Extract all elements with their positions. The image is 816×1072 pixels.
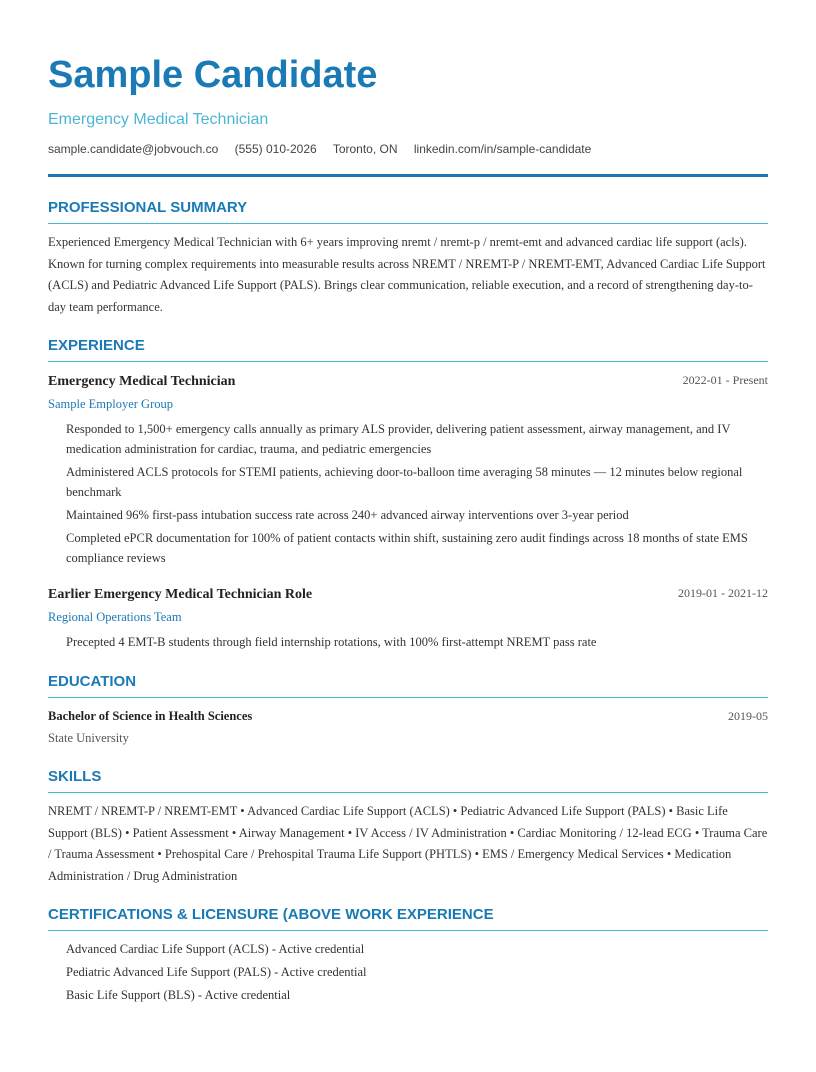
job-dates: 2022-01 - Present: [682, 373, 768, 387]
job-bullet: Completed ePCR documentation for 100% of patient contacts within shift, sustaining zero audit findings across 18 months of state EMS compliance reviews: [66, 531, 748, 565]
certification-item: Pediatric Advanced Life Support (PALS) - Active credential: [66, 965, 367, 979]
job-title: Earlier Emergency Medical Technician Role: [48, 587, 313, 602]
section-heading-skills: SKILLS: [48, 768, 768, 793]
contact-phone: (555) 010-2026: [234, 142, 317, 156]
education-date: 2019-05: [728, 709, 768, 723]
certification-item: Advanced Cardiac Life Support (ACLS) - Active credential: [66, 942, 365, 956]
contact-linkedin: linkedin.com/in/sample-candidate: [413, 142, 592, 156]
skills-text: NREMT / NREMT-P / NREMT-EMT • Advanced Cardiac Life Support (ACLS) • Pediatric Advanced Life Support (PALS) • Basic Life Support (BLS) • Patient Assessment • Airway Management • IV Access / IV Administration • Cardiac Monitoring / 12-lead ECG • Trauma Care / Trauma Assessment • Prehospital Care / Prehospital Trauma Life Support (PHTLS) • EMS / Emergency Medical Services • Medication Administration / Drug Administration: [48, 804, 768, 883]
candidate-title: Emergency Medical Technician: [48, 111, 269, 128]
contact-line: [48, 141, 604, 157]
job-employer: Regional Operations Team: [48, 610, 182, 624]
job-bullets: [66, 632, 768, 655]
certification-item: Basic Life Support (BLS) - Active credential: [66, 988, 291, 1002]
job-title: Emergency Medical Technician: [48, 374, 236, 389]
education-school: State University: [48, 731, 129, 745]
header-divider: [48, 174, 768, 177]
contact-email: sample.candidate@jobvouch.co: [48, 142, 219, 156]
section-heading-experience: EXPERIENCE: [48, 337, 768, 362]
job-bullets: [66, 419, 768, 571]
job-employer: Sample Employer Group: [48, 397, 173, 411]
section-heading-summary: PROFESSIONAL SUMMARY: [48, 199, 768, 224]
education-degree: Bachelor of Science in Health Sciences: [48, 709, 253, 723]
section-heading-certifications: CERTIFICATIONS & LICENSURE (ABOVE WORK EXPERIENCE: [48, 906, 768, 931]
job-bullet: Precepted 4 EMT-B students through field internship rotations, with 100% first-attempt NREMT pass rate: [66, 635, 597, 649]
contact-location: Toronto, ON: [332, 142, 398, 156]
section-heading-education: EDUCATION: [48, 673, 768, 698]
job-bullet: Administered ACLS protocols for STEMI patients, achieving door-to-balloon time averaging 58 minutes — 12 minutes below regional benchmark: [66, 465, 743, 499]
job-bullet: Maintained 96% first-pass intubation success rate across 240+ advanced airway interventions over 3-year period: [66, 508, 629, 522]
summary-text: Experienced Emergency Medical Technician with 6+ years improving nremt / nremt-p / nremt-emt and advanced cardiac life support (acls). Known for turning complex requirements into measurable results across NREMT / NREMT-P / NREMT-EMT, Advanced Cardiac Life Support (ACLS) and Pediatric Advanced Life Support (PALS). Brings clear communication, reliable execution, and a record of strengthening day-to-day team performance.: [48, 235, 766, 314]
job-bullet: Responded to 1,500+ emergency calls annually as primary ALS provider, delivering patient assessment, airway management, and IV medication administration for cardiac, trauma, and pediatric emergencies: [66, 422, 731, 456]
certification-list: [66, 939, 768, 1008]
candidate-name: Sample Candidate: [48, 54, 378, 96]
job-dates: 2019-01 - 2021-12: [678, 586, 768, 600]
